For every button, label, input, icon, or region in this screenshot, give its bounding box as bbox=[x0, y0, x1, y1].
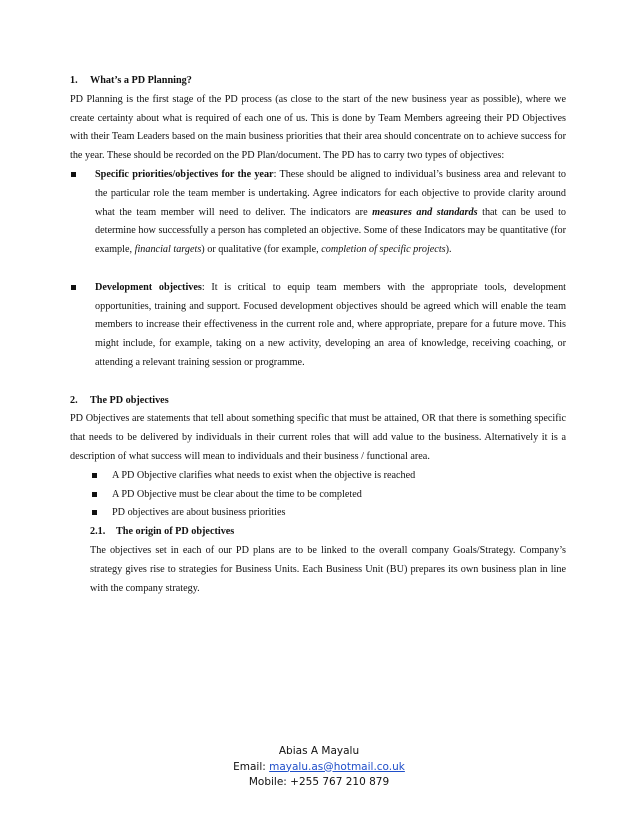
author-email-line bbox=[0, 760, 638, 776]
bullet-1-text-d: ). bbox=[445, 244, 452, 256]
section-2-title: The PD objectives bbox=[90, 394, 169, 406]
email-link[interactable]: mayalu.as@hotmail.co.uk bbox=[269, 760, 405, 773]
bullet-2-label: Development objectives bbox=[95, 281, 202, 293]
section-1-intro: PD Planning is the first stage of the PD process (as close to the start of the new business year as possible), where we create certainty about what is required of each one of us. This is done by Team Members agreeing their PD Objectives with their Team Leaders based on the main business priorities that their area should concentrate on to achieve success for the year. These should be recorded on the PD Plan/document. The PD has to carry two types of objectives: bbox=[70, 93, 566, 162]
section-1-heading bbox=[70, 72, 566, 91]
square-bullet-icon bbox=[71, 172, 76, 177]
square-bullet-icon bbox=[92, 492, 97, 497]
bullet-1-text-a: : These should be aligned to individual’s business area and relevant to the particular role the team member is undertaking. Agree indicators for each objective to provide clarity around what the team member will need to deliver. The indicators are bbox=[95, 168, 566, 218]
square-bullet-icon bbox=[92, 510, 97, 515]
subsection-2-1 bbox=[70, 523, 566, 598]
subsection-2-1-number: 2.1. bbox=[90, 526, 106, 538]
subsection-2-1-heading bbox=[90, 523, 566, 542]
bullet-1-italic-1: financial targets bbox=[134, 244, 202, 256]
section-1-number: 1. bbox=[70, 75, 78, 86]
square-bullet-icon bbox=[92, 473, 97, 478]
bullet-1-text-c: ) or qualitative (for example, bbox=[201, 244, 322, 256]
list-item: A PD Objective clarifies what needs to exist when the objective is reached bbox=[90, 467, 566, 486]
page-footer bbox=[0, 744, 638, 791]
square-bullet-icon bbox=[71, 285, 76, 290]
section-2-heading bbox=[70, 392, 566, 411]
section-2-intro: PD Objectives are statements that tell about something specific that must be attained, OR that there is something specific that needs to be delivered by individuals in their current roles that will add value to the business. Alternatively it is a description of what success will mean to individuals and their business / functional area. bbox=[70, 413, 566, 462]
document-body bbox=[70, 72, 566, 598]
bullet-1-emphasis: measures and standards bbox=[372, 206, 478, 218]
email-label: Email: bbox=[233, 760, 270, 773]
bullet-1-text-b: that can be used to determine how successfully a person has completed an objective. Some of these Indicators may be quantitative (for example, bbox=[95, 206, 566, 256]
section-1-title: What’s a PD Planning? bbox=[90, 75, 192, 86]
list-item: A PD Objective must be clear about the time to be completed bbox=[90, 486, 566, 505]
bullet-1-italic-2: completion of specific projects bbox=[321, 244, 446, 256]
section-2-number: 2. bbox=[70, 394, 78, 406]
subsection-2-1-text: The objectives set in each of our PD plans are to be linked to the overall company Goals/Strategy. Company’s strategy gives rise to strategies for Business Units. Each Business Unit (BU) prepares its own business plan in line with the company strategy. bbox=[90, 544, 566, 594]
list-item: PD objectives are about business priorities bbox=[90, 504, 566, 523]
subsection-2-1-title: The origin of PD objectives bbox=[116, 526, 235, 538]
author-name: Abias A Mayalu bbox=[278, 745, 360, 757]
bullet-2-text: : It is critical to equip team members with the appropriate tools, development opportunities, training and support. Focused development objectives should be agreed which will enable the team members to increase their effectiveness in the current role and, where appropriate, prepare for a future move. This might include, for example, taking on a new activity, developing an area of knowledge, receiving coaching, or attending a relevant training session or programme. bbox=[95, 281, 567, 368]
author-mobile: Mobile: +255 767 210 879 bbox=[248, 776, 390, 788]
bullet-development-objectives bbox=[70, 279, 566, 373]
bullet-specific-priorities bbox=[70, 166, 566, 260]
section-2-bullet-list bbox=[70, 467, 566, 523]
bullet-1-label: Specific priorities/objectives for the year bbox=[95, 168, 274, 180]
